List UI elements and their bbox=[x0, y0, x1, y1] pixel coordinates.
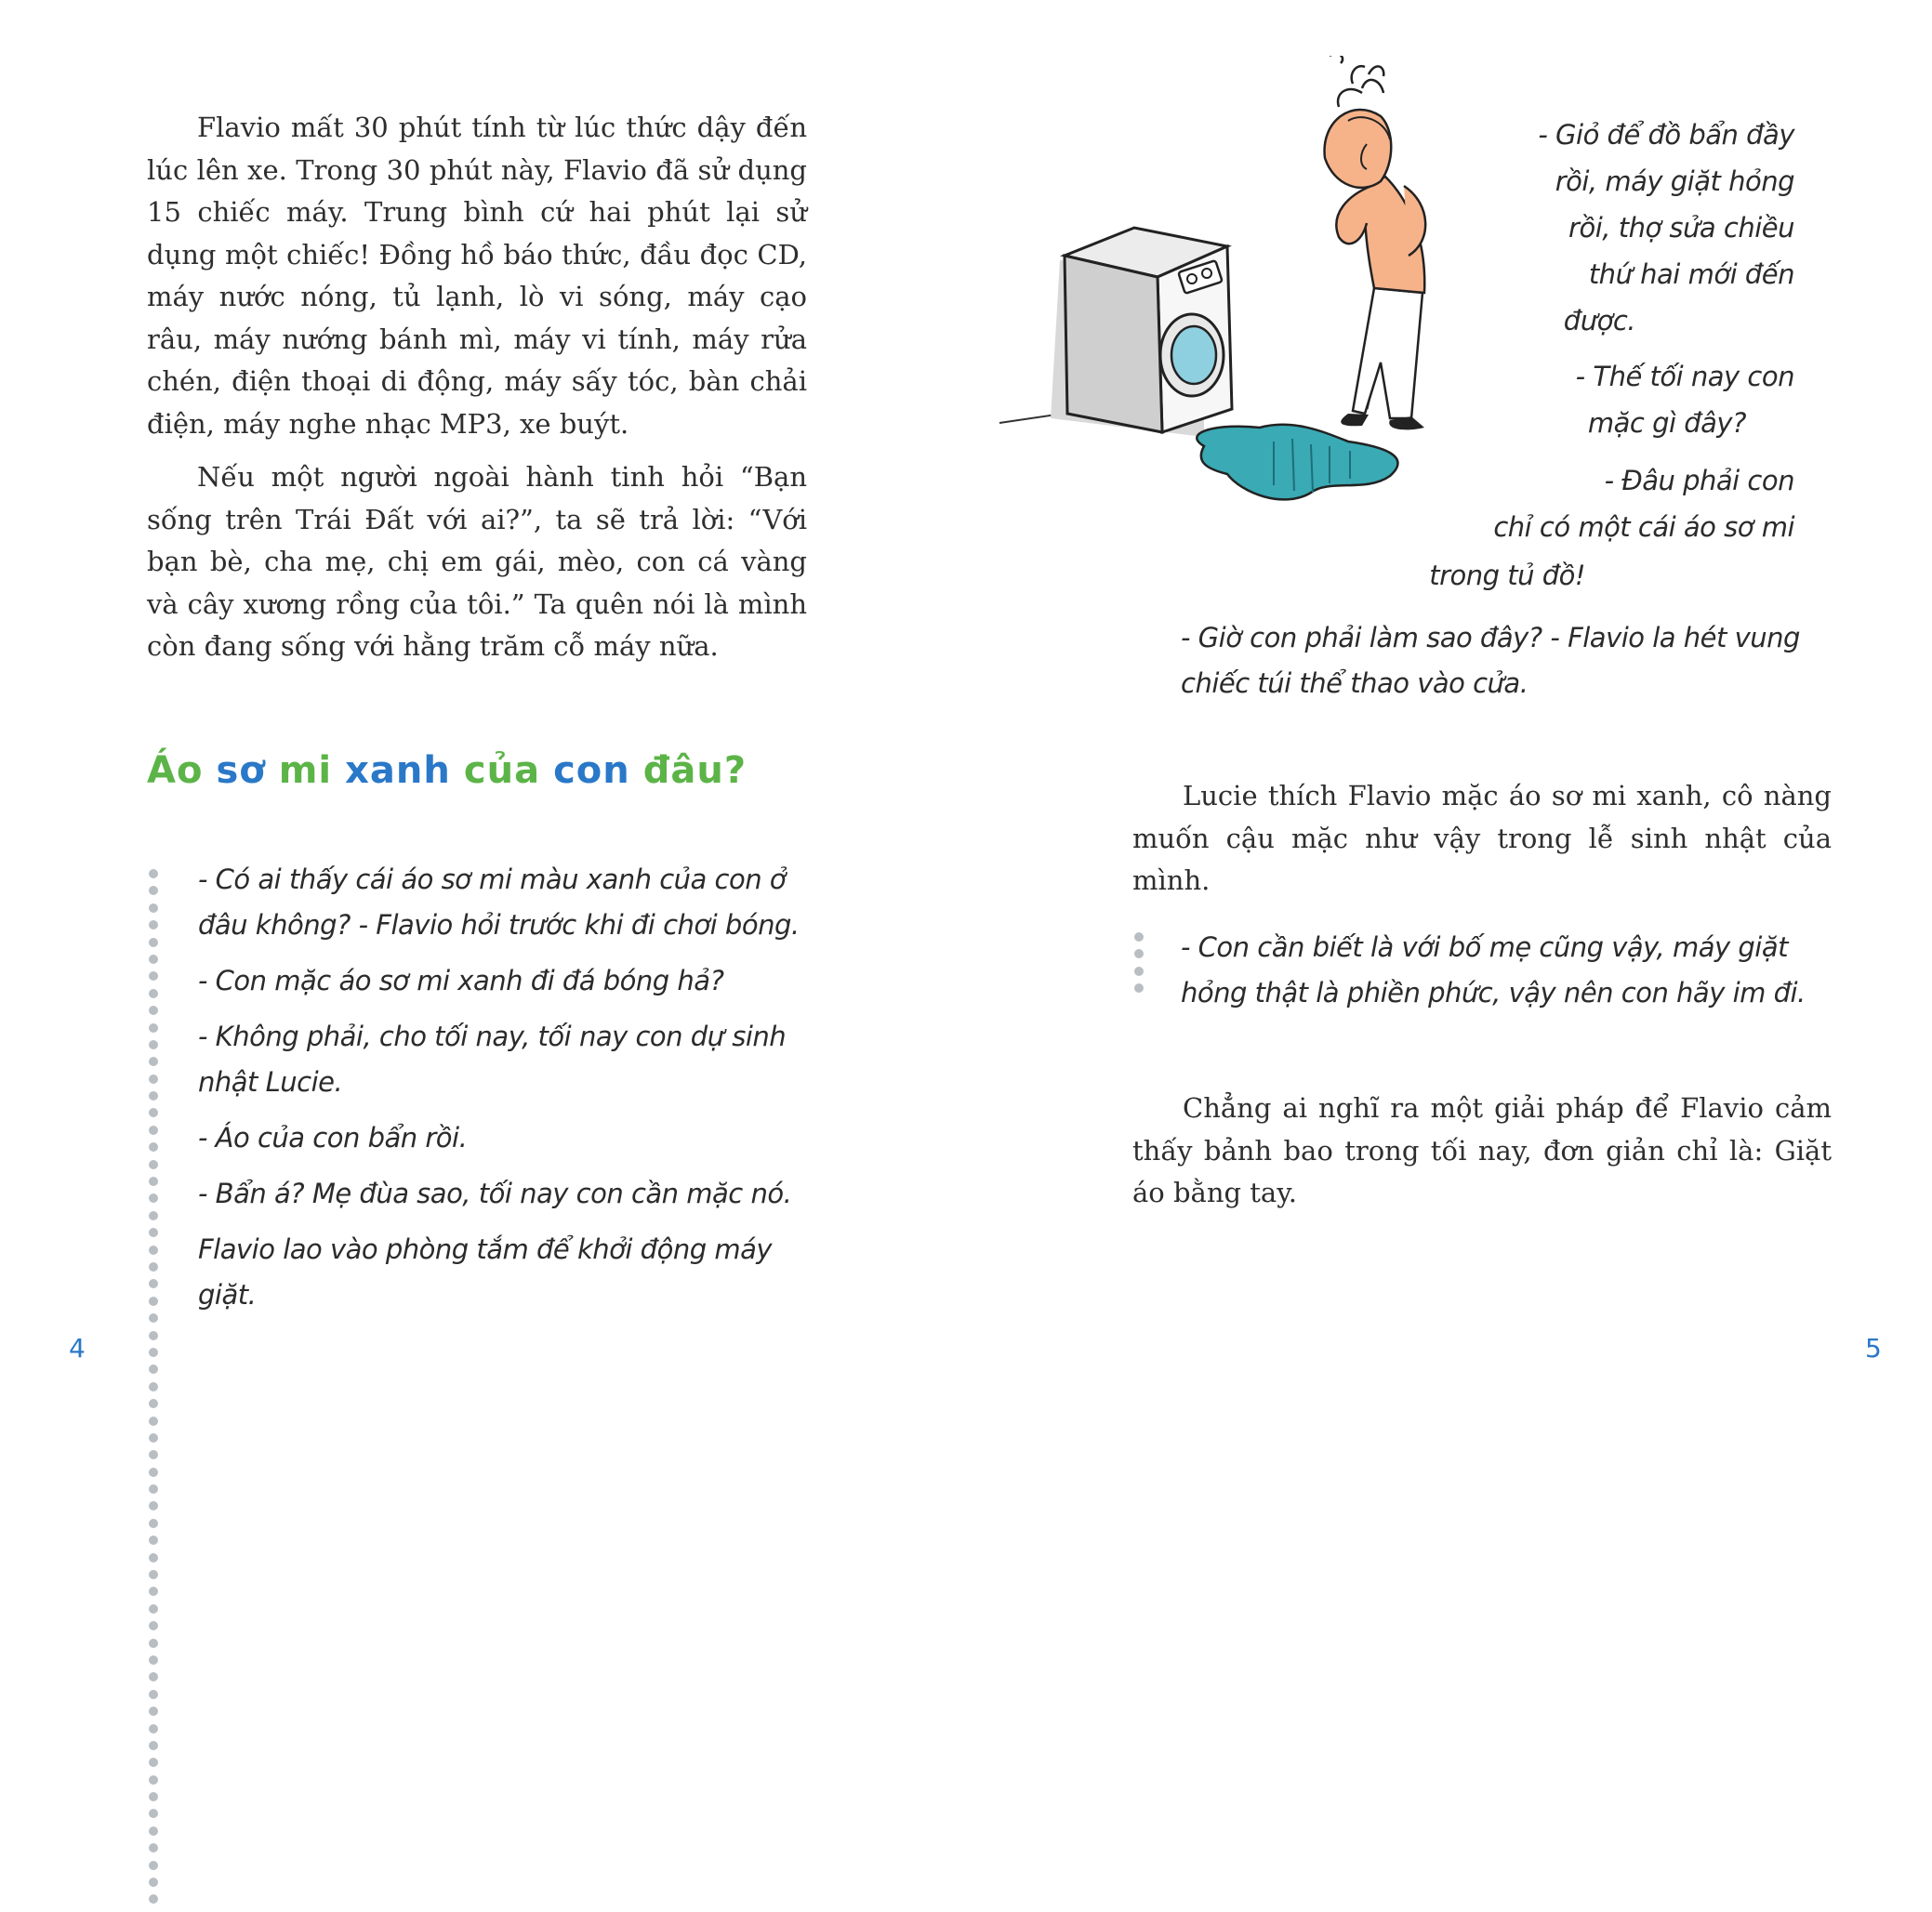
bubble-line: chỉ có một cái áo sơ mi bbox=[1493, 511, 1794, 543]
right-paragraph-1 bbox=[1132, 775, 1832, 914]
dialog-line: - Áo của con bẩn rồi. bbox=[198, 1122, 468, 1154]
left-page bbox=[0, 0, 966, 1420]
bubble-line: rồi, thợ sửa chiều bbox=[1568, 212, 1794, 244]
dialog-line: - Bẩn á? Mẹ đùa sao, tối nay con cần mặc nó. bbox=[198, 1178, 792, 1209]
bubble-line: rồi, máy giặt hỏng bbox=[1555, 165, 1794, 197]
bubble-line: thứ hai mới đến bbox=[1588, 258, 1794, 290]
page-number: 4 bbox=[69, 1333, 86, 1364]
paragraph-lucie: Lucie thích Flavio mặc áo sơ mi xanh, cô nàng muốn cậu mặc như vậy trong lễ sinh nhật của mình. bbox=[1132, 780, 1832, 896]
bubble-line: được. bbox=[1563, 305, 1635, 336]
bubble-line: - Đâu phải con bbox=[1604, 465, 1794, 496]
dialog-line: Flavio lao vào phòng tắm để khởi động máy giặt. bbox=[198, 1233, 773, 1311]
heading-word: sơ bbox=[216, 749, 266, 792]
paragraph-alien: Nếu một người ngoài hành tinh hỏi “Bạn sống trên Trái Đất với ai?”, ta sẽ trả lời: “Với bạn bè, cha mẹ, chị em gái, mèo, con cá vàng và cây xương rồng của tôi.” Ta quên nói là mình còn đang sống với hằng trăm cỗ máy nữa. bbox=[147, 461, 807, 662]
heading-word: đâu? bbox=[642, 749, 748, 792]
machine-side bbox=[1065, 256, 1162, 432]
bubble-line: trong tủ đồ! bbox=[1429, 560, 1585, 591]
section-heading bbox=[147, 749, 760, 792]
heading-word: Áo bbox=[147, 749, 204, 792]
left-dialog bbox=[198, 857, 816, 1328]
washing-machine-illustration bbox=[995, 56, 1553, 558]
boy-hair bbox=[1338, 66, 1383, 107]
heading-word: xanh bbox=[345, 749, 451, 792]
left-prose bbox=[147, 107, 807, 679]
heading-word: mi bbox=[278, 749, 333, 792]
bubble-line: - Thế tối nay con bbox=[1575, 361, 1794, 392]
paragraph-machines: Flavio mất 30 phút tính từ lúc thức dậy đến lúc lên xe. Trong 30 phút này, Flavio đã sử dụng 15 chiếc máy. Trung bình cứ hai phút lại sử dụng một chiếc! Đồng hồ báo thức, đầu đọc CD, máy nước nóng, tủ lạnh, lò vi sóng, máy cạo râu, máy nướng bánh mì, máy vi tính, máy rửa chén, điện thoại di động, máy sấy tóc, bàn chải điện, máy nghe nhạc MP3, xe buýt. bbox=[147, 112, 807, 440]
boy-head bbox=[1325, 110, 1392, 188]
dialog-line: - Con cần biết là với bố mẹ cũng vậy, máy giặt hỏng thật là phiền phức, vậy nên con hãy im đi. bbox=[1181, 931, 1806, 1009]
dialog-line: - Giờ con phải làm sao đây? - Flavio la hét vung chiếc túi thể thao vào cửa. bbox=[1181, 622, 1800, 699]
right-dialog-1 bbox=[1181, 615, 1832, 717]
page-number: 5 bbox=[1865, 1333, 1882, 1364]
heading-word: của bbox=[463, 749, 541, 792]
bubble-line: mặc gì đây? bbox=[1587, 407, 1746, 439]
heading-word: con bbox=[553, 749, 630, 792]
paragraph-solution: Chẳng ai nghĩ ra một giải pháp để Flavio cảm thấy bảnh bao trong tối nay, đơn giản chỉ là: Giặt áo bằng tay. bbox=[1132, 1092, 1832, 1208]
right-paragraph-2 bbox=[1132, 1088, 1832, 1226]
water-puddle bbox=[1197, 425, 1397, 500]
dialog-dots-decoration bbox=[1134, 932, 1144, 1001]
bubble-line: - Giỏ để đồ bẩn đầy bbox=[1538, 119, 1794, 151]
dialog-dots-decoration bbox=[149, 869, 158, 1912]
right-dialog-2 bbox=[1181, 925, 1832, 1026]
dialog-line: - Không phải, cho tối nay, tối nay con dự sinh nhật Lucie. bbox=[198, 1021, 787, 1098]
dialog-line: - Con mặc áo sơ mi xanh đi đá bóng hả? bbox=[198, 965, 724, 996]
dialog-line: - Có ai thấy cái áo sơ mi màu xanh của con ở đâu không? - Flavio hỏi trước khi đi chơi bóng. bbox=[198, 864, 800, 941]
